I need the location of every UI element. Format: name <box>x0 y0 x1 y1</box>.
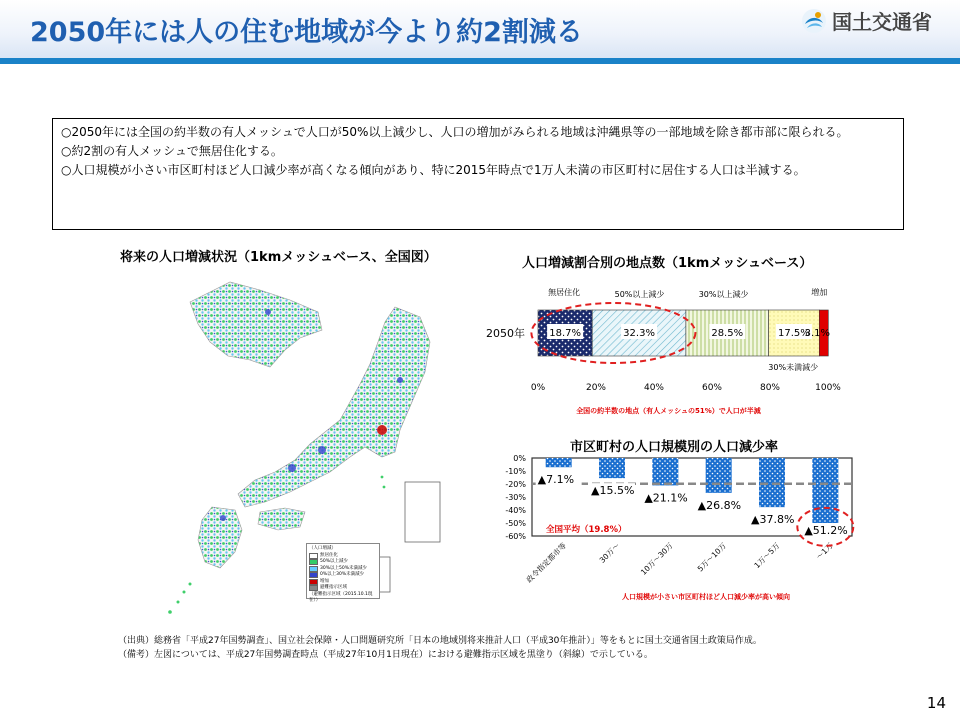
bar-value-label: ▲21.1% <box>644 491 688 505</box>
bar-value-label: ▲26.8% <box>697 498 742 512</box>
legend-swatch <box>309 559 318 565</box>
mlit-logo-icon <box>800 7 828 35</box>
chart2-annotation: 人口規模が小さい市区町村ほど人口減少率が高い傾向 <box>622 593 790 601</box>
bar-value-label: ▲37.8% <box>751 513 795 527</box>
bar <box>652 458 678 485</box>
chart1-tick-label: 80% <box>759 383 781 393</box>
segment-value-label: 32.3% <box>623 328 655 339</box>
bar <box>812 458 838 525</box>
bar-value-label: ▲51.2% <box>804 524 848 537</box>
chart1-row-label: 2050年 <box>486 327 525 340</box>
bar-chart <box>496 452 866 612</box>
segment-name-label: 無居住化 <box>548 288 581 297</box>
segment-value-label: 18.7% <box>549 328 582 339</box>
segment-name-label: 30%未満減少 <box>768 363 819 372</box>
map-shikoku <box>258 508 305 530</box>
chart2-tick-label: -30% <box>505 493 526 502</box>
summary-line-3: ○人口規模が小さい市区町村ほど人口減少率が高くなる傾向があり、特に2015年時点で1万人未満の市区町村に居住する人口は半減する。 <box>61 163 806 177</box>
segment-name-label: 30%以上減少 <box>698 290 749 299</box>
footnote-remark: （備考）左図については、平成27年国勢調査時点（平成27年10月1日現在）における避難指示区域を黒塗り（斜線）で示している。 <box>118 650 653 660</box>
bar <box>706 458 732 493</box>
page-title: 2050年には人の住む地域が今より約2割減る <box>30 17 583 48</box>
legend-title: （人口増減） <box>309 546 336 551</box>
legend-label: 無居住化 <box>320 552 338 558</box>
legend-label: 避難指示区域 <box>320 585 347 590</box>
category-label: 政令指定都市等 <box>524 541 569 585</box>
summary-line-1: ○2050年には全国の約半数の有人メッシュで人口が50%以上減少し、人口の増加がみられる地域は沖縄県等の一部地域を除き都市部に限られる。 <box>61 125 849 139</box>
map-tokyo-area <box>377 425 387 435</box>
legend-label: 0%以上30%未満減少 <box>320 572 365 577</box>
category-label: 30万～ <box>597 541 622 565</box>
map-hokkaido <box>190 282 322 367</box>
chart2-title: 市区町村の人口規模別の人口減少率 <box>570 440 779 455</box>
bar-value-label: ▲15.5% <box>591 484 635 498</box>
chart2-tick-label: -60% <box>505 532 526 541</box>
legend-label: 増加 <box>320 578 329 584</box>
chart2-tick-label: 0% <box>513 454 526 463</box>
bar-value-label: ▲7.1% <box>537 473 575 487</box>
legend-swatch <box>309 572 318 578</box>
summary-line-2: ○約2割の有人メッシュで無居住化する。 <box>61 144 283 158</box>
map-legend <box>306 543 380 603</box>
legend-swatch <box>309 553 318 559</box>
category-label: 1万～5万 <box>752 541 782 571</box>
chart2-tick-label: -10% <box>505 467 526 476</box>
legend-note: （避難指示区域（2015.10.1現在）） <box>309 591 373 603</box>
summary-box <box>52 118 904 230</box>
chart1-tick-label: 20% <box>585 383 607 393</box>
category-label: ～1万 <box>814 541 835 562</box>
logo-text: 国土交通省 <box>832 10 932 34</box>
segment-value-label: 28.5% <box>711 328 744 339</box>
legend-label: 50%以上減少 <box>320 559 349 564</box>
title-bar <box>0 0 960 62</box>
average-label: 全国平均（19.8%） <box>546 525 627 536</box>
japan-map <box>150 272 450 622</box>
segment-value-label: 17.5% <box>778 328 810 339</box>
chart1-title: 人口増減割合別の地点数（1kmメッシュベース） <box>522 256 813 271</box>
bar <box>599 458 625 478</box>
category-label: 5万～10万 <box>695 541 729 574</box>
chart1-tick-label: 100% <box>815 383 841 393</box>
legend-label: 30%以上50%未満減少 <box>320 565 368 571</box>
chart1-annotation: 全国の約半数の地点（有人メッシュの51%）で人口が半減 <box>576 407 761 415</box>
ministry-logo <box>800 6 932 35</box>
legend-swatch <box>309 579 318 585</box>
segment-value-label: 3.1% <box>804 328 831 339</box>
footnote-source: （出典）総務省「平成27年国勢調査」、国立社会保障・人口問題研究所「日本の地域別将来推計人口（平成30年推計）」等をもとに国土交通省国土政策局作成。 <box>118 636 762 646</box>
stacked-bar-chart <box>480 270 860 420</box>
chart2-tick-label: -40% <box>505 506 526 515</box>
chart1-tick-label: 0% <box>530 383 546 393</box>
chart2-tick-label: -50% <box>505 519 526 528</box>
title-rule <box>0 58 960 64</box>
legend-swatch <box>309 566 318 572</box>
segment-name-label: 増加 <box>811 288 828 297</box>
chart1-tick-label: 40% <box>643 383 665 393</box>
map-title: 将来の人口増減状況（1kmメッシュベース、全国図） <box>120 250 437 265</box>
legend-swatch <box>309 585 318 591</box>
map-kyushu <box>198 507 242 568</box>
segment-name-label: 50%以上減少 <box>614 290 665 299</box>
bar <box>546 458 572 467</box>
category-label: 10万～30万 <box>638 541 675 577</box>
chart2-tick-label: -20% <box>505 480 526 489</box>
page-number: 14 <box>926 694 946 712</box>
chart1-tick-label: 60% <box>701 383 723 393</box>
